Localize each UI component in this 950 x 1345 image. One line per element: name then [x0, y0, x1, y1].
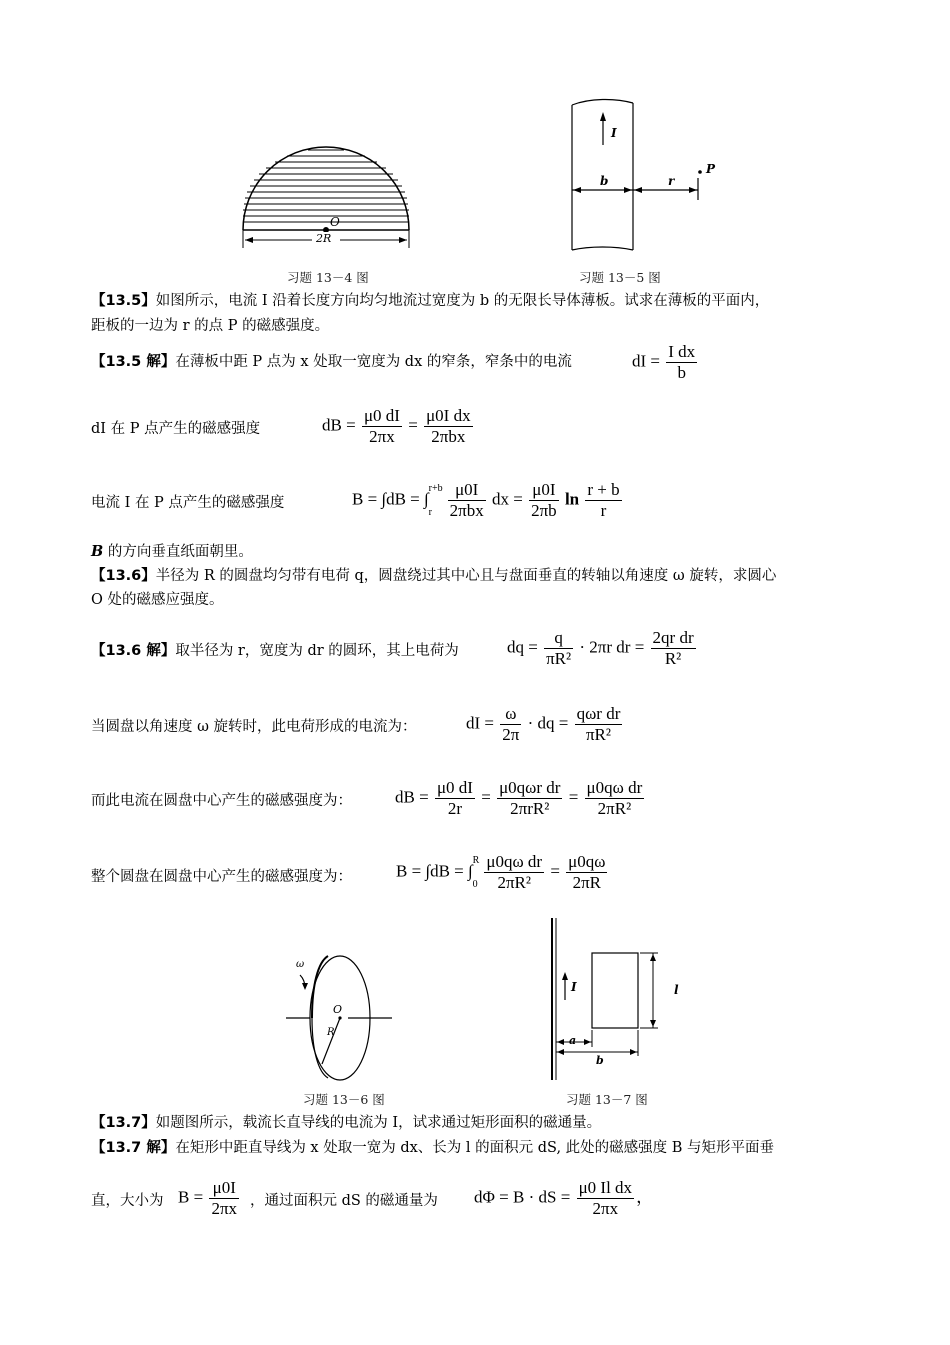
fig4-label-2r: 2R [316, 232, 332, 245]
problem-13-6-head: 【13.6】 [91, 568, 156, 584]
solution-13-5-line3: 电流 I 在 P 点产生的磁感强度 [91, 495, 285, 511]
solution-13-5-line2: dI 在 P 点产生的磁感强度 [91, 421, 261, 437]
problem-13-7-head: 【13.7】 [91, 1115, 156, 1131]
solution-13-6-line4: 整个圆盘在圆盘中心产生的磁感强度为： [91, 869, 352, 885]
problem-13-7 [91, 1112, 601, 1134]
solution-13-5-head: 【13.5 解】 [91, 354, 176, 370]
eq-13-5-2: dB = $\frac{\mu 0 dI}{2\pi x}$ = $\frac{\text{μ0I dx}}{\text{2πbx}}$ [322, 406, 471, 446]
eq-13-6-4: B = ∫dB = ∫ R 0 $\frac{\text{μ0qω dr}}{\text{2πR²}}$ = $\frac{\mu 0q\omega}{2\pi R}$ [396, 852, 606, 892]
fig7-label-i: I [571, 980, 577, 994]
fig4-caption: 习题 13－4 图 [287, 270, 369, 285]
fig7-label-l: l [674, 983, 679, 997]
problem-13-5-line2: 距板的一边为 r 的点 P 的磁感强度。 [91, 318, 330, 334]
solution-13-7 [91, 1137, 774, 1159]
solution-13-7-line2b: ，通过面积元 dS 的磁通量为 [250, 1193, 438, 1209]
fig5-label-r: r [668, 174, 675, 188]
eq-13-7-2: dΦ = B · dS = $\frac{\text{μ0 Il dx}}{2\pi x}$ ， [474, 1178, 654, 1218]
eq-13-5-3: B = ∫dB = ∫ r+b r $\frac{\mu 0I}{\text{2πbx}}$ dx = $\frac{\mu 0I}{2\pi b}$ ln $\frac{r + b}{r}$ [352, 480, 620, 520]
solution-13-7-line1: 在矩形中距直导线为 x 处取一宽为 dx、长为 l 的面积元 dS, 此处的磁感强度 B 与矩形平面垂 [175, 1140, 775, 1156]
fig4-label-o: O [330, 215, 340, 229]
fig6-label-r: R [327, 1027, 335, 1038]
fig5-caption: 习题 13－5 图 [579, 270, 661, 285]
eq-13-7-1: B = $\frac{\mu 0I}{2\pi x}$ [178, 1178, 238, 1218]
fig6-caption: 习题 13－6 图 [303, 1092, 385, 1107]
eq-13-5-1: dI = $\frac{\text{I dx}}{b}$ [632, 342, 696, 382]
solution-13-6-line2: 当圆盘以角速度 ω 旋转时，此电荷形成的电流为： [91, 719, 417, 735]
problem-13-7-line1: 如题图所示，载流长直导线的电流为 I，试求通过矩形面积的磁通量。 [155, 1115, 602, 1131]
fig6-label-w: ω [296, 959, 305, 970]
eq-13-6-1: dq = $\frac{q}{\text{πR²}}$ · 2πr dr = $\frac{\text{2qr dr}}{\text{R²}}$ [507, 628, 694, 668]
eq-13-6-3: dB = $\frac{\mu 0 dI}{2r}$ = $\frac{\text{μ0qωr dr}}{\text{2πrR²}}$ = $\frac{\text{μ0qω dr}}{\text{2πR²}}$ [395, 778, 643, 818]
fig7-label-a: a [569, 1034, 577, 1047]
fig7-label-b: b [596, 1054, 604, 1067]
problem-13-5-line1: 如图所示，电流 I 沿着长度方向均匀地流过宽度为 b 的无限长导体薄板。试求在薄板的平面内， [155, 293, 770, 309]
solution-13-6-head: 【13.6 解】 [91, 643, 176, 659]
problem-13-5-head: 【13.5】 [91, 293, 156, 309]
solution-13-5-line4: B 的方向垂直纸面朝里。 [91, 543, 253, 560]
solution-13-7-line2a: 直，大小为 [91, 1193, 164, 1209]
fig6-label-o: O [333, 1003, 343, 1016]
solution-13-6-line1: 取半径为 r，宽度为 dr 的圆环，其上电荷为 [175, 643, 459, 659]
fig5-label-b: b [600, 174, 609, 188]
solution-13-7-head: 【13.7 解】 [91, 1140, 176, 1156]
problem-13-6-line2: O 处的磁感应强度。 [91, 592, 224, 608]
fig7-caption: 习题 13－7 图 [566, 1092, 648, 1107]
eq-13-6-2: dI = $\frac{\omega}{2\pi}$ · dq = $\frac{\text{qωr dr}}{\text{πR²}}$ [466, 704, 621, 744]
solution-13-5-line1: 在薄板中距 P 点为 x 处取一宽度为 dx 的窄条，窄条中的电流 [175, 354, 572, 370]
wire-rect-diagram [552, 918, 658, 1080]
problem-13-6-line1: 半径为 R 的圆盘均匀带有电荷 q，圆盘绕过其中心且与盘面垂直的转轴以角速度 ω 旋转，求圆心 [155, 568, 777, 584]
fig5-label-p: P [706, 162, 716, 176]
fig5-label-i: I [611, 126, 617, 140]
solution-13-6-line3: 而此电流在圆盘中心产生的磁感强度为： [91, 793, 352, 809]
